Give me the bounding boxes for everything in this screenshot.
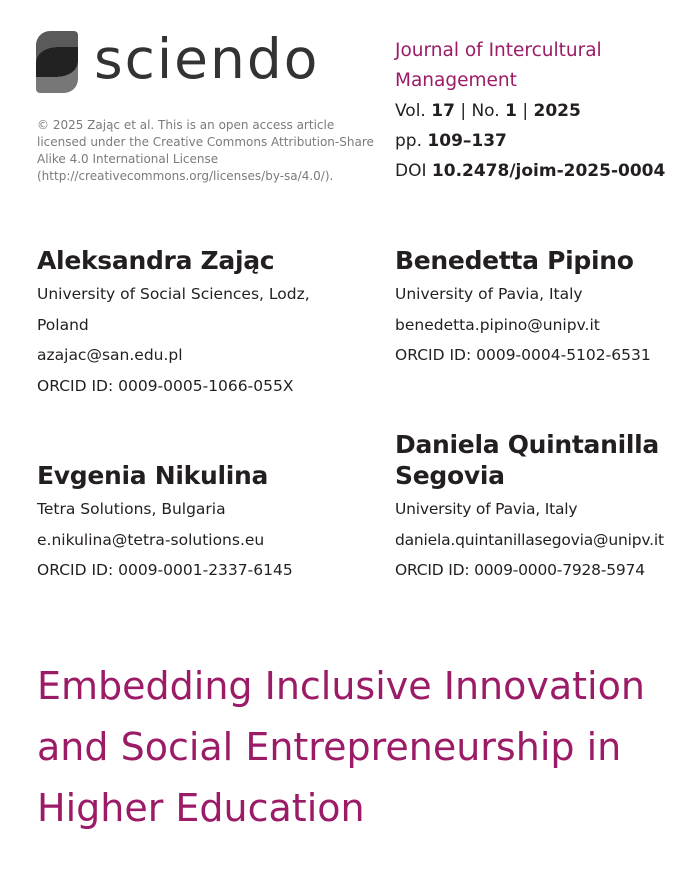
journal-name: Journal of Intercultural Management xyxy=(395,40,602,91)
issue-number: 1 xyxy=(505,101,517,121)
author-affiliation: University of Pavia, Italy xyxy=(395,500,578,518)
publication-year: 2025 xyxy=(533,101,581,121)
author-email[interactable]: benedetta.pipino@unipv.it xyxy=(395,315,600,334)
volume-label: Vol. xyxy=(395,101,426,121)
author-affiliation: University of Pavia, Italy xyxy=(395,285,583,303)
doi-label: DOI xyxy=(395,161,427,181)
journal-info xyxy=(395,36,665,186)
author-name: Evgenia Nikulina xyxy=(37,461,269,490)
article-title: Embedding Inclusive Innovation and Social Entrepreneurship in Higher Education xyxy=(37,664,645,830)
author-name: Aleksandra Zając xyxy=(37,246,275,275)
author-name: Benedetta Pipino xyxy=(395,246,634,275)
author-orcid: ORCID ID: 0009-0000-7928-5974 xyxy=(395,561,645,579)
author-orcid: ORCID ID: 0009-0005-1066-055X xyxy=(37,376,294,395)
author-affiliation: University of Social Sciences, Lodz, Poland xyxy=(37,285,310,334)
sciendo-wordmark: sciendo xyxy=(94,26,320,91)
author-email[interactable]: daniela.quintanillasegovia@unipv.it xyxy=(395,530,664,549)
author-block xyxy=(395,429,678,586)
author-email[interactable]: azajac@san.edu.pl xyxy=(37,346,183,364)
license-notice: © 2025 Zając et al. This is an open access article licensed under the Creative Commons Attribution-Share Alike 4.0 International License (http://creativecommons.org/licenses/by-sa/4.0/). xyxy=(37,118,374,183)
volume-number: 17 xyxy=(431,101,455,121)
author-email[interactable]: e.nikulina@tetra-solutions.eu xyxy=(37,530,265,549)
author-orcid: ORCID ID: 0009-0001-2337-6145 xyxy=(37,561,293,579)
author-orcid: ORCID ID: 0009-0004-5102-6531 xyxy=(395,346,651,364)
doi xyxy=(395,156,665,186)
volume-issue-year: Vol. 17 | No. 1 | 2025 xyxy=(395,101,581,121)
issue-label: No. xyxy=(471,101,500,121)
author-name: Daniela Quintanilla Segovia xyxy=(395,430,660,490)
author-affiliation: Tetra Solutions, Bulgaria xyxy=(37,500,226,518)
page-range xyxy=(395,126,665,156)
author-block xyxy=(37,245,337,401)
pages-label: pp. xyxy=(395,131,422,151)
doi-value[interactable]: 10.2478/joim-2025-0004 xyxy=(431,161,666,181)
sciendo-mark-icon xyxy=(36,31,78,93)
pages-value: 109–137 xyxy=(427,131,507,151)
author-block xyxy=(37,460,337,586)
sciendo-logo xyxy=(36,26,320,93)
author-block xyxy=(395,245,675,371)
